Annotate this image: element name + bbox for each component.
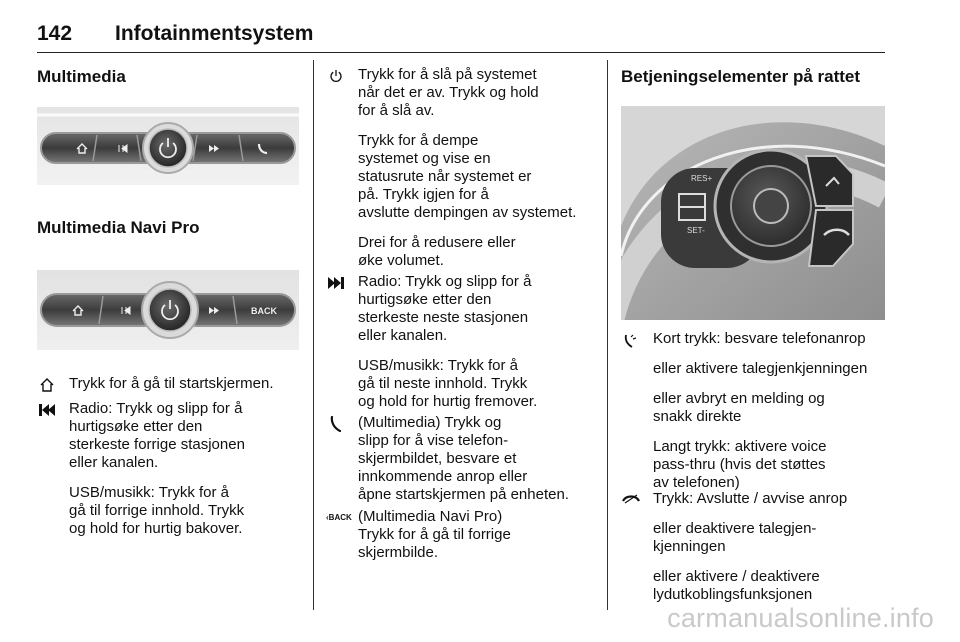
column-divider: [607, 60, 608, 610]
skip-back-icon: [37, 403, 57, 417]
paragraph: på. Trykk igjen for å: [358, 186, 489, 203]
phone-icon: [326, 416, 346, 432]
paragraph: når det er av. Trykk og hold: [358, 84, 539, 101]
section-title-navi-pro: Multimedia Navi Pro: [37, 218, 200, 237]
paragraph: avslutte dempingen av systemet.: [358, 204, 577, 221]
paragraph: sterkeste neste stasjonen: [358, 309, 529, 326]
paragraph: statusrute når systemet er: [358, 168, 532, 185]
paragraph: gå til forrige innhold. Trykk: [69, 502, 245, 519]
chapter-title: Infotainmentsystem: [115, 22, 314, 45]
paragraph: åpne startskjermen på enheten.: [358, 486, 569, 503]
paragraph: Kort trykk: besvare telefonanrop: [653, 330, 866, 347]
paragraph: kjenningen: [653, 538, 726, 555]
paragraph: (Multimedia Navi Pro): [358, 508, 503, 525]
paragraph: Trykk for å dempe: [358, 132, 479, 149]
paragraph: Radio: Trykk og slipp for å: [69, 400, 243, 417]
paragraph: øke volumet.: [358, 252, 444, 269]
phone-voice-icon: [621, 332, 641, 348]
paragraph: hurtigsøke etter den: [358, 291, 492, 308]
paragraph: USB/musikk: Trykk for å: [69, 484, 230, 501]
paragraph: Trykk for å slå på systemet: [358, 66, 537, 83]
power-icon: [326, 69, 346, 83]
paragraph: systemet og vise en: [358, 150, 491, 167]
paragraph: skjermbilde.: [358, 544, 439, 561]
paragraph: for å slå av.: [358, 102, 435, 119]
paragraph: Trykk: Avslutte / avvise anrop: [653, 490, 848, 507]
panel-back-label: BACK: [251, 306, 277, 316]
home-icon: [37, 377, 57, 393]
paragraph: eller avbryt en melding og: [653, 390, 825, 407]
paragraph: pass-thru (hvis det støttes: [653, 456, 826, 473]
multimedia-panel-illustration: [37, 107, 299, 185]
paragraph: eller aktivere / deaktivere: [653, 568, 820, 585]
paragraph: Drei for å redusere eller: [358, 234, 516, 251]
paragraph: eller deaktivere talegjen-: [653, 520, 817, 537]
skip-forward-icon: [326, 276, 346, 290]
paragraph: hurtigsøke etter den: [69, 418, 203, 435]
paragraph: eller kanalen.: [358, 327, 448, 344]
section-title-multimedia: Multimedia: [37, 67, 126, 86]
hang-up-icon: [621, 493, 641, 505]
paragraph: gå til neste innhold. Trykk: [358, 375, 528, 392]
paragraph: eller aktivere talegjenkjenningen: [653, 360, 868, 377]
paragraph: innkommende anrop eller: [358, 468, 528, 485]
paragraph: Trykk for å gå til forrige: [358, 526, 511, 543]
paragraph: og hold for hurtig fremover.: [358, 393, 538, 410]
set-label: SET-: [687, 226, 705, 235]
paragraph: Radio: Trykk og slipp for å: [358, 273, 532, 290]
paragraph: (Multimedia) Trykk og: [358, 414, 502, 431]
paragraph: lydutkoblingsfunksjonen: [653, 586, 813, 603]
paragraph: av telefonen): [653, 474, 740, 491]
section-title-steering-controls: Betjeningselementer på rattet: [621, 67, 861, 86]
paragraph: sterkeste forrige stasjonen: [69, 436, 245, 453]
watermark: carmanualsonline.info: [667, 603, 934, 633]
page-header: [37, 16, 885, 53]
page-number: 142: [37, 22, 73, 45]
steering-wheel-illustration: [621, 106, 885, 320]
back-icon: ‹BACK: [326, 513, 352, 522]
paragraph: slipp for å vise telefon-: [358, 432, 509, 449]
navi-pro-panel-illustration: [37, 270, 299, 350]
paragraph: skjermbildet, besvare et: [358, 450, 517, 467]
res-label: RES+: [691, 174, 713, 183]
paragraph: og hold for hurtig bakover.: [69, 520, 243, 537]
home-description-text: Trykk for å gå til startskjermen.: [69, 375, 274, 392]
column-divider: [313, 60, 314, 610]
paragraph: snakk direkte: [653, 408, 742, 425]
paragraph: USB/musikk: Trykk for å: [358, 357, 519, 374]
paragraph: eller kanalen.: [69, 454, 159, 471]
paragraph: Langt trykk: aktivere voice: [653, 438, 827, 455]
